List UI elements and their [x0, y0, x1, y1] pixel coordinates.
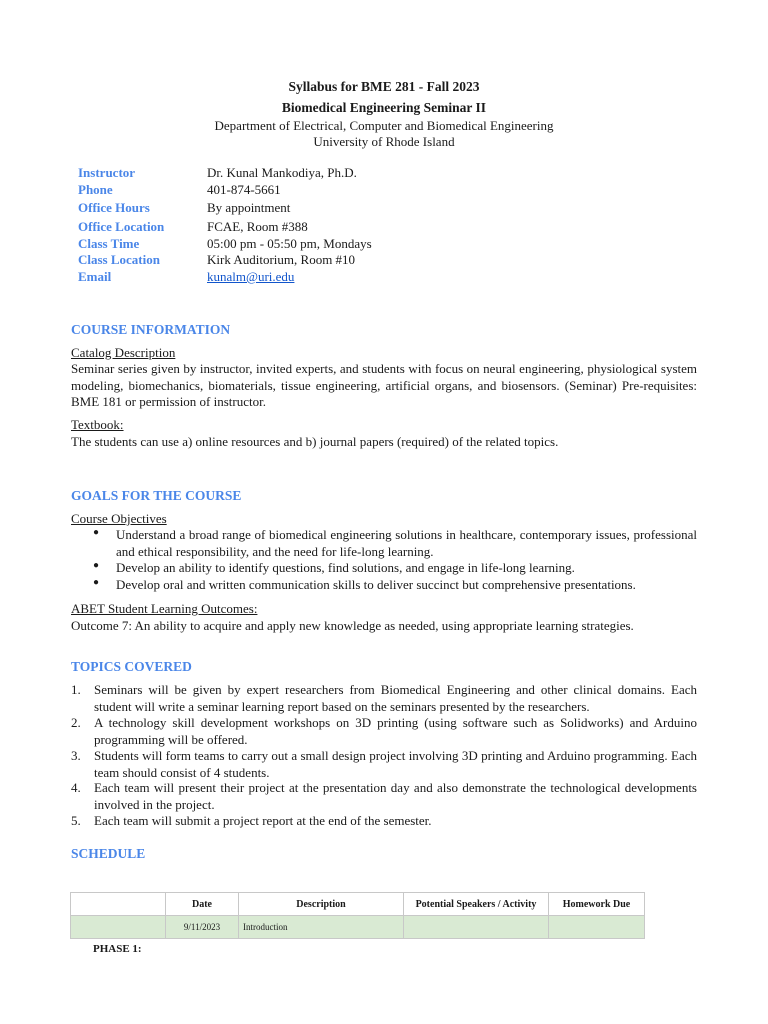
topic-number: 1. [71, 682, 81, 697]
abet-outcome-text: Outcome 7: An ability to acquire and apply new knowledge as needed, using appropriate learning strategies. [71, 618, 634, 633]
objective-item: Develop an ability to identify questions, find solutions, and engage in life-long learning. [116, 560, 575, 575]
topic-number: 4. [71, 780, 81, 795]
table-cell [404, 916, 549, 939]
column-header: Potential Speakers / Activity [404, 893, 549, 916]
column-header: Date [166, 893, 239, 916]
goals-heading: GOALS FOR THE COURSE [71, 488, 242, 503]
phone-label: Phone [78, 182, 113, 197]
office-hours-label: Office Hours [78, 200, 150, 215]
office-location-value: FCAE, Room #388 [207, 219, 308, 234]
abet-outcomes-label: ABET Student Learning Outcomes: [71, 601, 258, 616]
topic-number: 2. [71, 715, 81, 730]
course-objectives-label: Course Objectives [71, 511, 167, 526]
column-header: Description [239, 893, 404, 916]
column-header: Homework Due [549, 893, 645, 916]
table-row [71, 916, 645, 939]
email-link[interactable]: kunalm@uri.edu [207, 269, 295, 284]
topic-item: A technology skill development workshops on 3D printing (using software such as Solidworks) and Arduino programming will be offered. [94, 715, 697, 747]
textbook-label: Textbook: [71, 417, 124, 432]
bullet-icon: ● [93, 560, 100, 571]
schedule-table [70, 892, 645, 939]
objective-item: Develop oral and written communication skills to deliver succinct but comprehensive presentations. [116, 577, 636, 592]
bullet-icon: ● [93, 577, 100, 588]
objective-item: Understand a broad range of biomedical engineering solutions in healthcare, contemporary issues, professional and ethical responsibility, and the need for life-long learning. [116, 527, 697, 559]
class-location-label: Class Location [78, 252, 160, 267]
instructor-label: Instructor [78, 165, 136, 180]
office-location-label: Office Location [78, 219, 165, 234]
phone-value: 401-874-5661 [207, 182, 281, 197]
table-cell [71, 916, 166, 939]
class-time-value: 05:00 pm - 05:50 pm, Mondays [207, 236, 372, 251]
department-name: Department of Electrical, Computer and Biomedical Engineering [214, 118, 554, 133]
phase-label: PHASE 1: [93, 943, 142, 955]
topics-heading: TOPICS COVERED [71, 659, 192, 674]
class-location-value: Kirk Auditorium, Room #10 [207, 252, 356, 267]
document-title: Syllabus for BME 281 - Fall 2023 [288, 79, 480, 94]
topic-item: Each team will submit a project report at the end of the semester. [94, 813, 432, 828]
course-information-heading: COURSE INFORMATION [71, 322, 231, 337]
topic-number: 3. [71, 748, 81, 763]
instructor-value: Dr. Kunal Mankodiya, Ph.D. [207, 165, 357, 180]
university-name: University of Rhode Island [313, 134, 455, 149]
email-label: Email [78, 269, 112, 284]
table-cell [549, 916, 645, 939]
class-time-label: Class Time [78, 236, 140, 251]
column-header [71, 893, 166, 916]
catalog-description-text: Seminar series given by instructor, invited experts, and students with focus on neural engineering, physiological system modeling, biomechanics, biomaterials, tissue engineering, artificial organs, and biosensors. (Seminar) Pre-requisites: BME 181 or permission of instructor. [71, 361, 697, 409]
textbook-text: The students can use a) online resources and b) journal papers (required) of the related topics. [71, 434, 559, 449]
table-header-row [71, 893, 645, 916]
bullet-icon: ● [93, 527, 100, 538]
office-hours-value: By appointment [207, 200, 291, 215]
course-subtitle: Biomedical Engineering Seminar II [281, 100, 487, 115]
topic-item: Seminars will be given by expert researchers from Biomedical Engineering and other clinical domains. Each student will write a seminar learning report based on the seminars presented by the researchers. [94, 682, 697, 714]
topic-item: Students will form teams to carry out a small design project involving 3D printing and Arduino programming. Each team should consist of 4 students. [94, 748, 697, 780]
table-cell-description: Introduction [239, 916, 404, 939]
catalog-description-label: Catalog Description [71, 345, 176, 360]
table-cell-date: 9/11/2023 [166, 916, 239, 939]
topic-number: 5. [71, 813, 81, 828]
schedule-heading: SCHEDULE [71, 846, 146, 861]
topic-item: Each team will present their project at the presentation day and also demonstrate the technological developments involved in the project. [94, 780, 697, 812]
